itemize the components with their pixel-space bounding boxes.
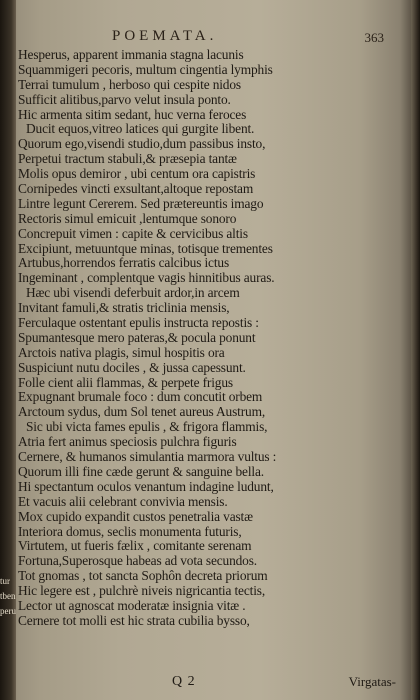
verse-line: Et vacuis alii celebrant convivia mensis.: [18, 493, 228, 509]
verse-line: Artubus,horrendos ferratis calcibus ictus: [18, 255, 230, 271]
verse-line: Squammigeri pecoris, multum cingentia lymphis: [18, 61, 273, 77]
verse-line: Sufficit alitibus,parvo velut insula ponto.: [18, 91, 231, 107]
verse-line: Molis opus demiror , ubi centum ora capistris: [18, 166, 256, 182]
verse-line: Expugnant brumale foco : dum concutit orbem: [18, 389, 263, 405]
verse-line: Ingeminant , complentque vagis hinnitibus auras.: [18, 270, 275, 286]
verse-line: Atria fert animus speciosis pulchra figuris: [18, 434, 237, 450]
verse-line: Lintre legunt Cererem. Sed prætereuntis imago: [18, 195, 264, 211]
verse-line: Invitant famuli,& stratis triclinia mensis,: [18, 300, 230, 316]
verse-line: Cernere, & humanos simulantia marmora vultus :: [18, 449, 277, 465]
verse-line: Virtutem, ut fueris fælix , comitante serenam: [18, 538, 252, 554]
margin-note: tur: [0, 576, 10, 586]
verse-line: Ferculaque ostentant epulis instructa repostis :: [18, 315, 259, 331]
margin-note: peru: [0, 606, 16, 616]
verse-line: Lector ut agnoscat moderatæ insignia vitæ .: [18, 597, 246, 613]
facing-page-margin-text: [0, 574, 17, 619]
verse-line: Quorum ego,visendi studio,dum passibus insto,: [18, 136, 266, 152]
verse-line: Interiora domus, seclis monumenta futuris,: [18, 523, 242, 539]
verse-line: Hi spectantum oculos venantum indagine ludunt,: [18, 478, 274, 494]
verse-line: Hesperus, apparent immania stagna lacunis: [18, 47, 244, 62]
verse-line: Tot gnomas , tot sancta Sophôn decreta priorum: [18, 568, 268, 584]
verse-line: Hic legere est , pulchrè niveis nigricantia tectis,: [18, 583, 266, 599]
signature-mark: Q 2: [172, 674, 196, 689]
verse-line: Perpetui tractum stabuli,& præsepia tantæ: [18, 151, 237, 167]
verse-line: Sic ubi victa fames epulis , & frigora flammis,: [26, 419, 268, 435]
verse-line: Spumantesque mero pateras,& pocula ponunt: [18, 329, 256, 345]
verse-line: Cornipedes vincti exsultant,altoque repostam: [18, 181, 254, 197]
margin-note: tben: [0, 591, 16, 601]
verse-line: Hæc ubi visendi deferbuit ardor,in arcem: [26, 285, 240, 301]
verse-line: Excipiunt, metuuntque minas, totisque trementes: [18, 240, 273, 256]
page-number: 363: [364, 30, 384, 45]
verse-line: Folle cient alii flammas, & perpete frigus: [18, 374, 233, 390]
catchword: Virgatas-: [348, 674, 396, 689]
poem-text: [18, 48, 390, 629]
page-header: [24, 28, 384, 48]
verse-line: Ducit equos,vitreo latices qui gurgite libent.: [26, 121, 255, 137]
verse-line: Fortuna,Superosque habeas ad vota secundos.: [18, 553, 257, 569]
verse-line: Quorum illi fine cæde gerunt & sanguine bella.: [18, 463, 264, 479]
verse-line: Concrepuit vimen : capite & cervicibus altis: [18, 225, 248, 241]
verse-line: Rectoris simul emicuit ,lentumque sonoro: [18, 210, 237, 226]
verse-line: Cernere tot molli est hic strata cubilia bysso,: [18, 612, 250, 628]
verse-line: Arctois nativa plagis, simul hospitis ora: [18, 344, 225, 360]
running-title: POEMATA.: [112, 28, 218, 44]
verse-line: Suspiciunt nutu dociles , & jussa capessunt.: [18, 359, 246, 375]
page-footer: [24, 674, 396, 690]
verse-line: Arctoum sydus, dum Sol tenet aureus Austrum,: [18, 404, 266, 420]
verse-line: Terrai tumulum , herboso qui cespite nidos: [18, 76, 241, 92]
page-edge: [411, 0, 420, 700]
verse-line: Hic armenta sitim sedant, huc verna feroces: [18, 106, 247, 122]
verse-line: Mox cupido expandit custos penetralia vastæ: [18, 508, 253, 524]
